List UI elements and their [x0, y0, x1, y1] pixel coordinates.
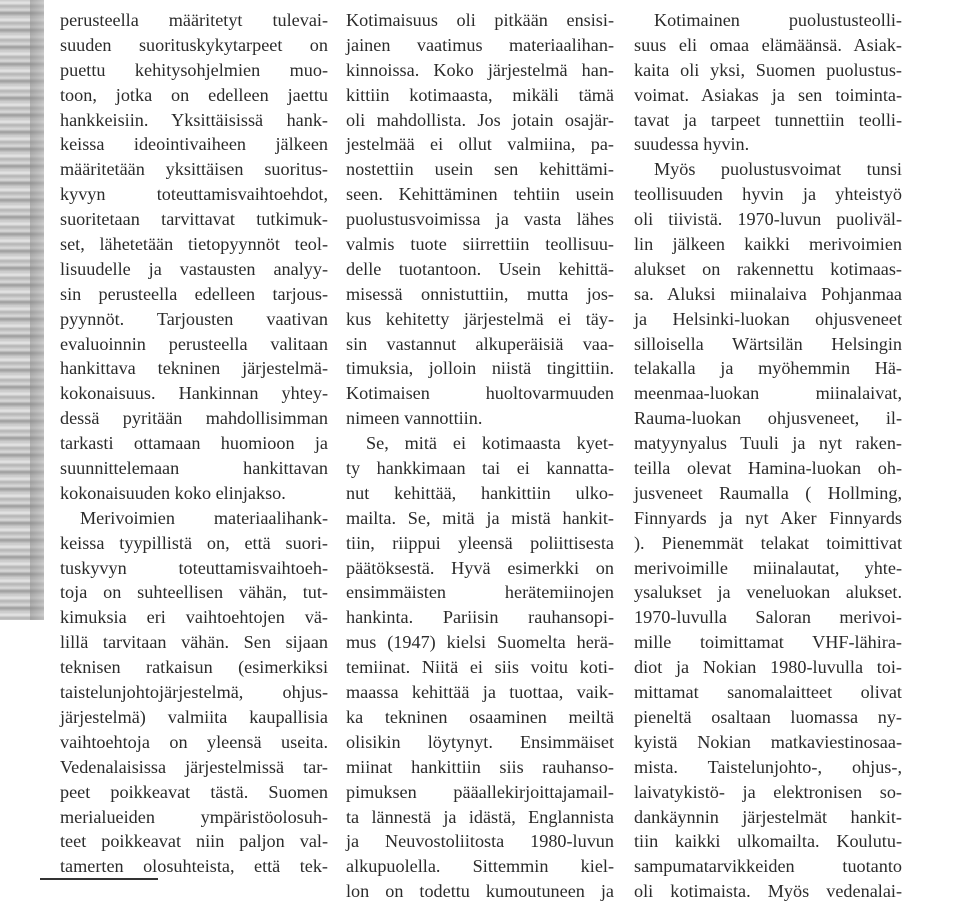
- text-line: sampumatarvikkeiden tuotanto: [634, 856, 902, 877]
- photo-strip-shadow: [30, 0, 44, 620]
- text-line: ). Pienemmät telakat toimittivat: [634, 532, 902, 553]
- text-line: lisuudelle ja vastausten analyy-: [60, 258, 328, 279]
- text-line: merivoimille miinalautat, yhte-: [634, 557, 902, 578]
- text-line: delle tuotantoon. Usein kehittä-: [346, 258, 614, 279]
- text-line: Vedenalaisissa järjestelmissä tar-: [60, 756, 328, 777]
- paragraph-start: Myös puolustusvoimat tunsi: [654, 159, 902, 180]
- text-line: oli tiivistä. 1970-luvun puoliväl-: [634, 209, 902, 230]
- text-line: puolustusvoimissa ja vasta lähes: [346, 209, 614, 230]
- text-line: mailta. Se, mitä ja mistä hankit-: [346, 507, 614, 528]
- text-line: määritetään yksittäisen suoritus-: [60, 159, 328, 180]
- text-line: keissa tyypillistä on, että suori-: [60, 532, 328, 553]
- text-line: jusveneet Raumalla ( Hollming,: [634, 482, 902, 503]
- text-column-1: [60, 8, 328, 879]
- text-line: perusteella määritetyt tulevai-: [60, 10, 328, 30]
- text-column-3: [634, 8, 902, 904]
- text-line: nut kehittää, hankittiin ulko-: [346, 482, 614, 503]
- text-line: merialueiden ympäristöolosuh-: [60, 806, 328, 827]
- text-line: ja Neuvostoliitosta 1980-luvun: [346, 831, 614, 852]
- text-line: alkupuolella. Sittemmin kiel-: [346, 856, 614, 877]
- text-line: teknisen ratkaisun (esimerkiksi: [60, 657, 328, 678]
- text-line: Kotimaisen huoltovarmuuden: [346, 383, 614, 404]
- text-line: olisikin löytynyt. Ensimmäiset: [346, 731, 614, 752]
- text-line: ka tekninen osaaminen meiltä: [346, 706, 614, 727]
- text-line: keissa ideointivaiheen jälkeen: [60, 134, 328, 155]
- text-line: teilla olevat Hamina-luokan oh-: [634, 458, 902, 479]
- text-line: nimeen vannottiin.: [346, 408, 483, 429]
- text-line: dankäynnin järjestelmät hankit-: [634, 806, 902, 827]
- text-line: miinat hankittiin siis rauhanso-: [346, 756, 614, 777]
- text-line: evaluoinnin perusteella valitaan: [60, 333, 328, 354]
- text-line: suus eli omaa elämäänsä. Asiak-: [634, 34, 902, 55]
- text-line: kyistä Nokian matkaviestinosaa-: [634, 731, 902, 752]
- text-line: sin perusteella edelleen tarjous-: [60, 283, 328, 304]
- text-line: laivatykistö- ja elektronisen so-: [634, 781, 902, 802]
- text-line: teet poikkeavat niin paljon val-: [60, 831, 328, 852]
- text-line: matyynyalus Tuuli ja nyt raken-: [634, 433, 902, 454]
- text-line: tiin, riippui yleensä poliittisesta: [346, 532, 614, 553]
- text-line: lin jälkeen kaikki merivoimien: [634, 234, 902, 255]
- text-line: ysalukset ja veneluokan alukset.: [634, 582, 902, 603]
- text-line: tamerten olosuhteista, että tek-: [60, 856, 328, 877]
- text-line: teollisuuden hyvin ja yhteistyö: [634, 184, 902, 205]
- text-line: hankinta. Pariisin rauhansopi-: [346, 607, 614, 628]
- text-line: 1970-luvulla Saloran merivoi-: [634, 607, 902, 628]
- text-line: temiinat. Niitä ei siis voitu koti-: [346, 657, 614, 678]
- text-line: tiin kaikki ulkomailta. Koulutu-: [634, 831, 902, 852]
- text-line: silloisella Wärtsilän Helsingin: [634, 333, 902, 354]
- text-line: nostettiin usein sen kehittämi-: [346, 159, 614, 180]
- text-line: meenmaa-luokan miinalaivat,: [634, 383, 902, 404]
- text-line: jestelmää ei ollut valmiina, pa-: [346, 134, 614, 155]
- text-line: kinnoissa. Koko järjestelmä han-: [346, 59, 614, 80]
- text-line: toja on suhteellisen vähän, tut-: [60, 582, 328, 603]
- text-line: ja Helsinki-luokan ohjusveneet: [634, 308, 902, 329]
- text-line: dessä pyritään mahdollisimman: [60, 408, 328, 429]
- text-line: pimuksen pääallekirjoittajamail-: [346, 781, 614, 802]
- paragraph-start: Kotimainen puolustusteolli-: [654, 10, 902, 30]
- text-line: lillä tarvitaan vähän. Sen sijaan: [60, 632, 328, 653]
- text-line: kokonaisuuden koko elinjakso.: [60, 482, 286, 503]
- paragraph-start: Se, mitä ei kotimaasta kyet-: [366, 433, 614, 454]
- text-line: puettu kehitysohjelmien muo-: [60, 59, 328, 80]
- text-line: lon on todettu kumoutuneen ja: [346, 881, 614, 902]
- text-line: kus kehitetty järjestelmä ei täy-: [346, 308, 614, 329]
- text-line: kaita oli yksi, Suomen puolustus-: [634, 59, 902, 80]
- text-line: oli kotimaista. Myös vedenalai-: [634, 881, 902, 902]
- text-line: set, lähetetään tietopyynnöt teol-: [60, 234, 328, 255]
- text-line: peet poikkeavat tästä. Suomen: [60, 781, 328, 802]
- text-column-2: [346, 8, 614, 904]
- text-line: timuksia, jolloin niistä tingittiin.: [346, 358, 614, 379]
- text-line: Finnyards ja nyt Aker Finnyards: [634, 507, 902, 528]
- text-line: ensimmäisten herätemiinojen: [346, 582, 614, 603]
- text-line: ty hankkimaan tai ei kannatta-: [346, 458, 614, 479]
- text-line: toon, jotka on edelleen jaettu: [60, 84, 328, 105]
- text-line: mille toimittamat VHF-lähira-: [634, 632, 902, 653]
- footnote-rule: [40, 878, 158, 880]
- text-line: alukset on rakennettu kotimaas-: [634, 258, 902, 279]
- text-line: sin vastannut alkuperäisiä vaa-: [346, 333, 614, 354]
- text-line: mittamat sanomalaitteet olivat: [634, 682, 902, 703]
- text-line: voimat. Asiakas ja sen toiminta-: [634, 84, 902, 105]
- text-line: pieneltä osaltaan luomassa ny-: [634, 706, 902, 727]
- paragraph-start: Merivoimien materiaalihank-: [80, 507, 328, 528]
- text-line: jainen vaatimus materiaalihan-: [346, 34, 614, 55]
- text-line: pyynnöt. Tarjousten vaativan: [60, 308, 328, 329]
- text-line: suoritetaan tarvittavat tutkimuk-: [60, 209, 328, 230]
- text-line: telakalla ja myöhemmin Hä-: [634, 358, 902, 379]
- text-line: diot ja Nokian 1980-luvulla toi-: [634, 657, 902, 678]
- text-line: kokonaisuus. Hankinnan yhtey-: [60, 383, 328, 404]
- text-line: tavat ja tarpeet tunnettiin teolli-: [634, 109, 902, 130]
- text-line: tuskyvyn toteuttamisvaihtoeh-: [60, 557, 328, 578]
- text-line: taistelunjohtojärjestelmä, ohjus-: [60, 682, 328, 703]
- text-line: kimuksia eri vaihtoehtojen vä-: [60, 607, 328, 628]
- text-line: maassa kehittää ja tuottaa, vaik-: [346, 682, 614, 703]
- text-line: vaihtoehtoja on yleensä useita.: [60, 731, 328, 752]
- left-margin-photo-strip: [0, 0, 44, 620]
- text-line: mus (1947) kielsi Suomelta herä-: [346, 632, 614, 653]
- text-line: seen. Kehittäminen tehtiin usein: [346, 184, 614, 205]
- text-line: Kotimaisuus oli pitkään ensisi-: [346, 10, 614, 30]
- text-line: ta lännestä ja idästä, Englannista: [346, 806, 614, 827]
- text-line: valmis tuote siirrettiin teollisuu-: [346, 234, 614, 255]
- text-line: mista. Taistelunjohto-, ohjus-,: [634, 756, 902, 777]
- text-line: hankkeisiin. Yksittäisissä hank-: [60, 109, 328, 130]
- text-line: suuden suorituskykytarpeet on: [60, 34, 328, 55]
- text-line: Rauma-luokan ohjusveneet, il-: [634, 408, 902, 429]
- text-line: päätöksestä. Hyvä esimerkki on: [346, 557, 614, 578]
- text-line: oli mahdollista. Jos jotain osajär-: [346, 109, 614, 130]
- text-line: suudessa hyvin.: [634, 134, 750, 155]
- text-line: kittiin kotimaasta, mikäli tämä: [346, 84, 614, 105]
- text-line: tarkasti ottamaan huomioon ja: [60, 433, 328, 454]
- text-line: hankittava tekninen järjestelmä-: [60, 358, 328, 379]
- text-line: sa. Aluksi miinalaiva Pohjanmaa: [634, 283, 902, 304]
- text-line: misessä onnistuttiin, mutta jos-: [346, 283, 614, 304]
- text-line: kyvyn toteuttamisvaihtoehdot,: [60, 184, 328, 205]
- text-line: järjestelmä) valmiita kaupallisia: [60, 706, 328, 727]
- text-line: suunnittelemaan hankittavan: [60, 458, 328, 479]
